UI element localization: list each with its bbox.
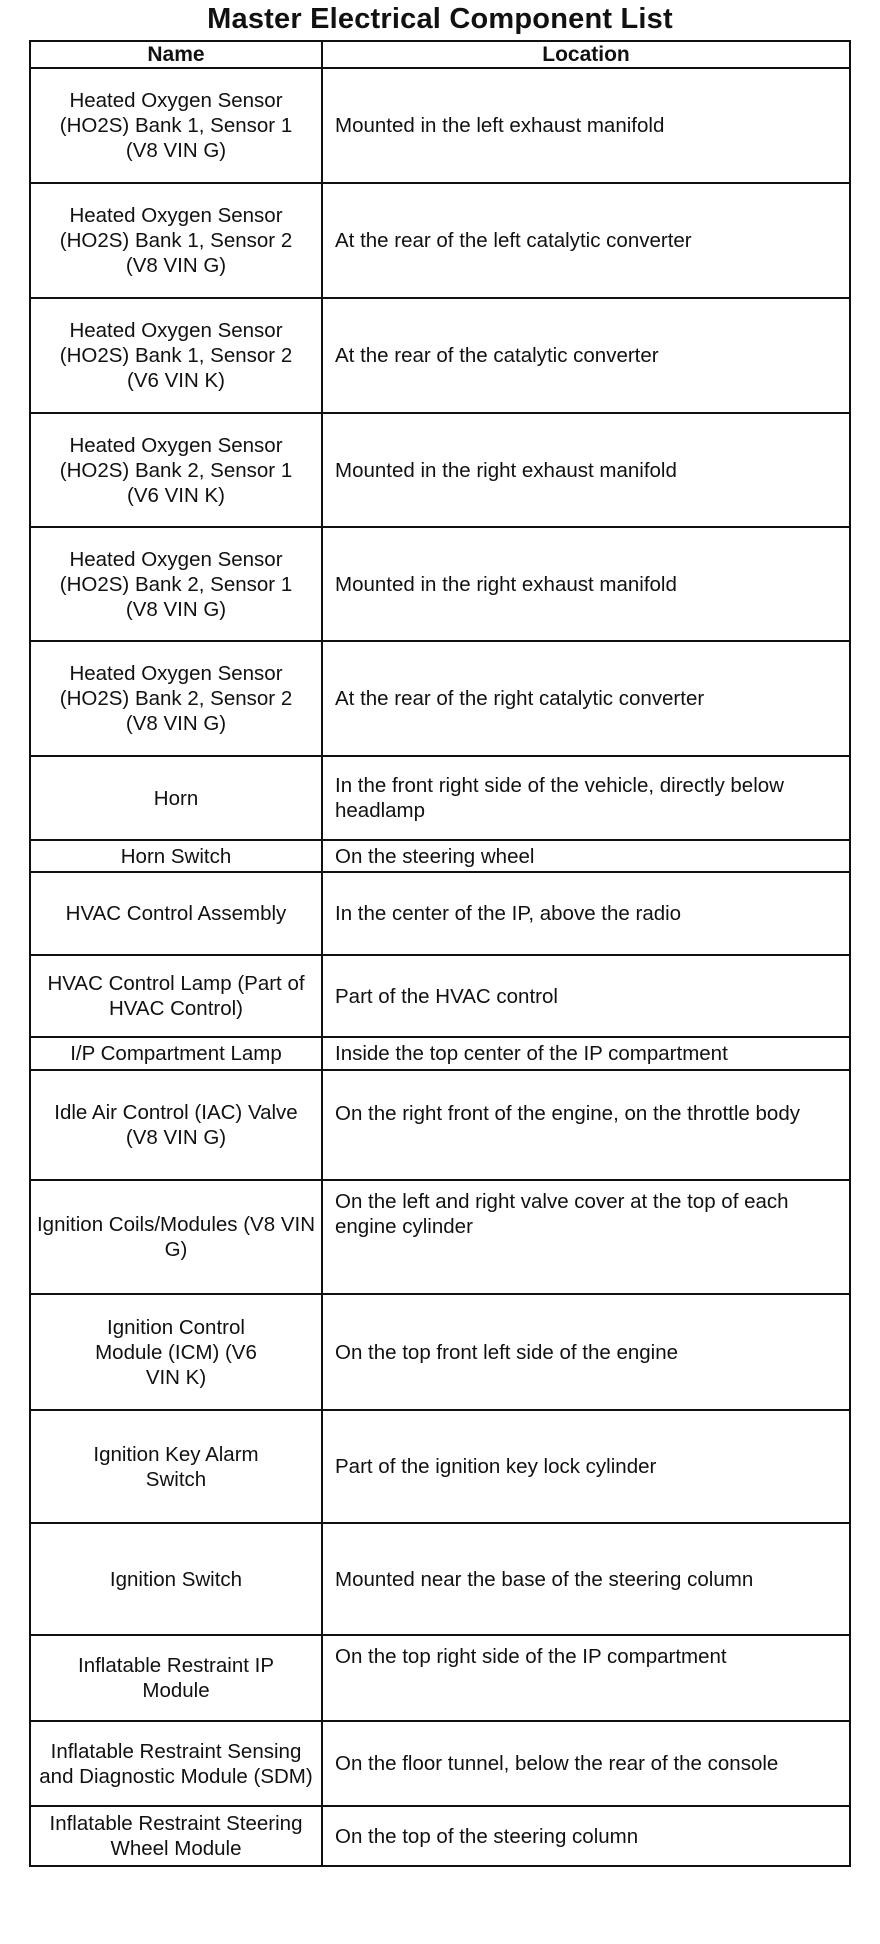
table-row (30, 872, 850, 955)
component-name: Idle Air Control (IAC) Valve (V8 VIN G) (30, 1070, 322, 1180)
component-name: HVAC Control Assembly (30, 872, 322, 955)
component-location: At the rear of the catalytic converter (322, 298, 850, 413)
component-table (29, 40, 851, 1867)
component-location: At the rear of the right catalytic converter (322, 641, 850, 756)
component-name: Ignition Control Module (ICM) (V6 VIN K) (30, 1294, 322, 1410)
table-row (30, 1410, 850, 1523)
table-row (30, 1523, 850, 1635)
component-location: Mounted in the left exhaust manifold (322, 68, 850, 183)
component-name: Inflatable Restraint Steering Wheel Module (30, 1806, 322, 1866)
table-row (30, 955, 850, 1037)
component-location: Mounted in the right exhaust manifold (322, 413, 850, 527)
component-name: Heated Oxygen Sensor (HO2S) Bank 2, Sensor 1 (V8 VIN G) (30, 527, 322, 641)
component-location: On the left and right valve cover at the top of each engine cylinder (322, 1180, 850, 1294)
component-location: On the top front left side of the engine (322, 1294, 850, 1410)
table-row (30, 68, 850, 183)
table-row (30, 1070, 850, 1180)
component-name: Inflatable Restraint IP Module (30, 1635, 322, 1721)
component-name: Heated Oxygen Sensor (HO2S) Bank 2, Sensor 1 (V6 VIN K) (30, 413, 322, 527)
component-location: On the top right side of the IP compartment (322, 1635, 850, 1721)
component-name: Horn (30, 756, 322, 840)
table-row (30, 840, 850, 872)
component-location: In the front right side of the vehicle, directly below headlamp (322, 756, 850, 840)
component-name: Heated Oxygen Sensor (HO2S) Bank 1, Sensor 2 (V6 VIN K) (30, 298, 322, 413)
component-location: On the steering wheel (322, 840, 850, 872)
component-name: I/P Compartment Lamp (30, 1037, 322, 1070)
component-name: Heated Oxygen Sensor (HO2S) Bank 1, Sensor 2 (V8 VIN G) (30, 183, 322, 298)
table-row (30, 1037, 850, 1070)
component-name: Heated Oxygen Sensor (HO2S) Bank 2, Sensor 2 (V8 VIN G) (30, 641, 322, 756)
table-row (30, 1635, 850, 1721)
component-location: Part of the HVAC control (322, 955, 850, 1037)
table-row (30, 1180, 850, 1294)
component-location: Mounted near the base of the steering column (322, 1523, 850, 1635)
table-row (30, 1806, 850, 1866)
page-title: Master Electrical Component List (207, 3, 673, 35)
component-name: Heated Oxygen Sensor (HO2S) Bank 1, Sensor 1 (V8 VIN G) (30, 68, 322, 183)
component-location: On the top of the steering column (322, 1806, 850, 1866)
component-location: In the center of the IP, above the radio (322, 872, 850, 955)
column-header-location: Location (322, 41, 850, 68)
component-location: Part of the ignition key lock cylinder (322, 1410, 850, 1523)
table-row (30, 756, 850, 840)
table-row (30, 641, 850, 756)
table-row (30, 1721, 850, 1806)
component-name: Ignition Key Alarm Switch (30, 1410, 322, 1523)
component-location: Inside the top center of the IP compartment (322, 1037, 850, 1070)
column-header-name: Name (30, 41, 322, 68)
component-name: Ignition Coils/Modules (V8 VIN G) (30, 1180, 322, 1294)
table-row (30, 1294, 850, 1410)
component-name: HVAC Control Lamp (Part of HVAC Control) (30, 955, 322, 1037)
table-row (30, 413, 850, 527)
component-name: Ignition Switch (30, 1523, 322, 1635)
component-location: On the floor tunnel, below the rear of the console (322, 1721, 850, 1806)
table-row (30, 527, 850, 641)
table-row (30, 298, 850, 413)
component-location: At the rear of the left catalytic converter (322, 183, 850, 298)
component-location: Mounted in the right exhaust manifold (322, 527, 850, 641)
table-row (30, 183, 850, 298)
table-header-row (30, 41, 850, 68)
component-name: Inflatable Restraint Sensing and Diagnostic Module (SDM) (30, 1721, 322, 1806)
component-name: Horn Switch (30, 840, 322, 872)
component-location: On the right front of the engine, on the throttle body (322, 1070, 850, 1180)
